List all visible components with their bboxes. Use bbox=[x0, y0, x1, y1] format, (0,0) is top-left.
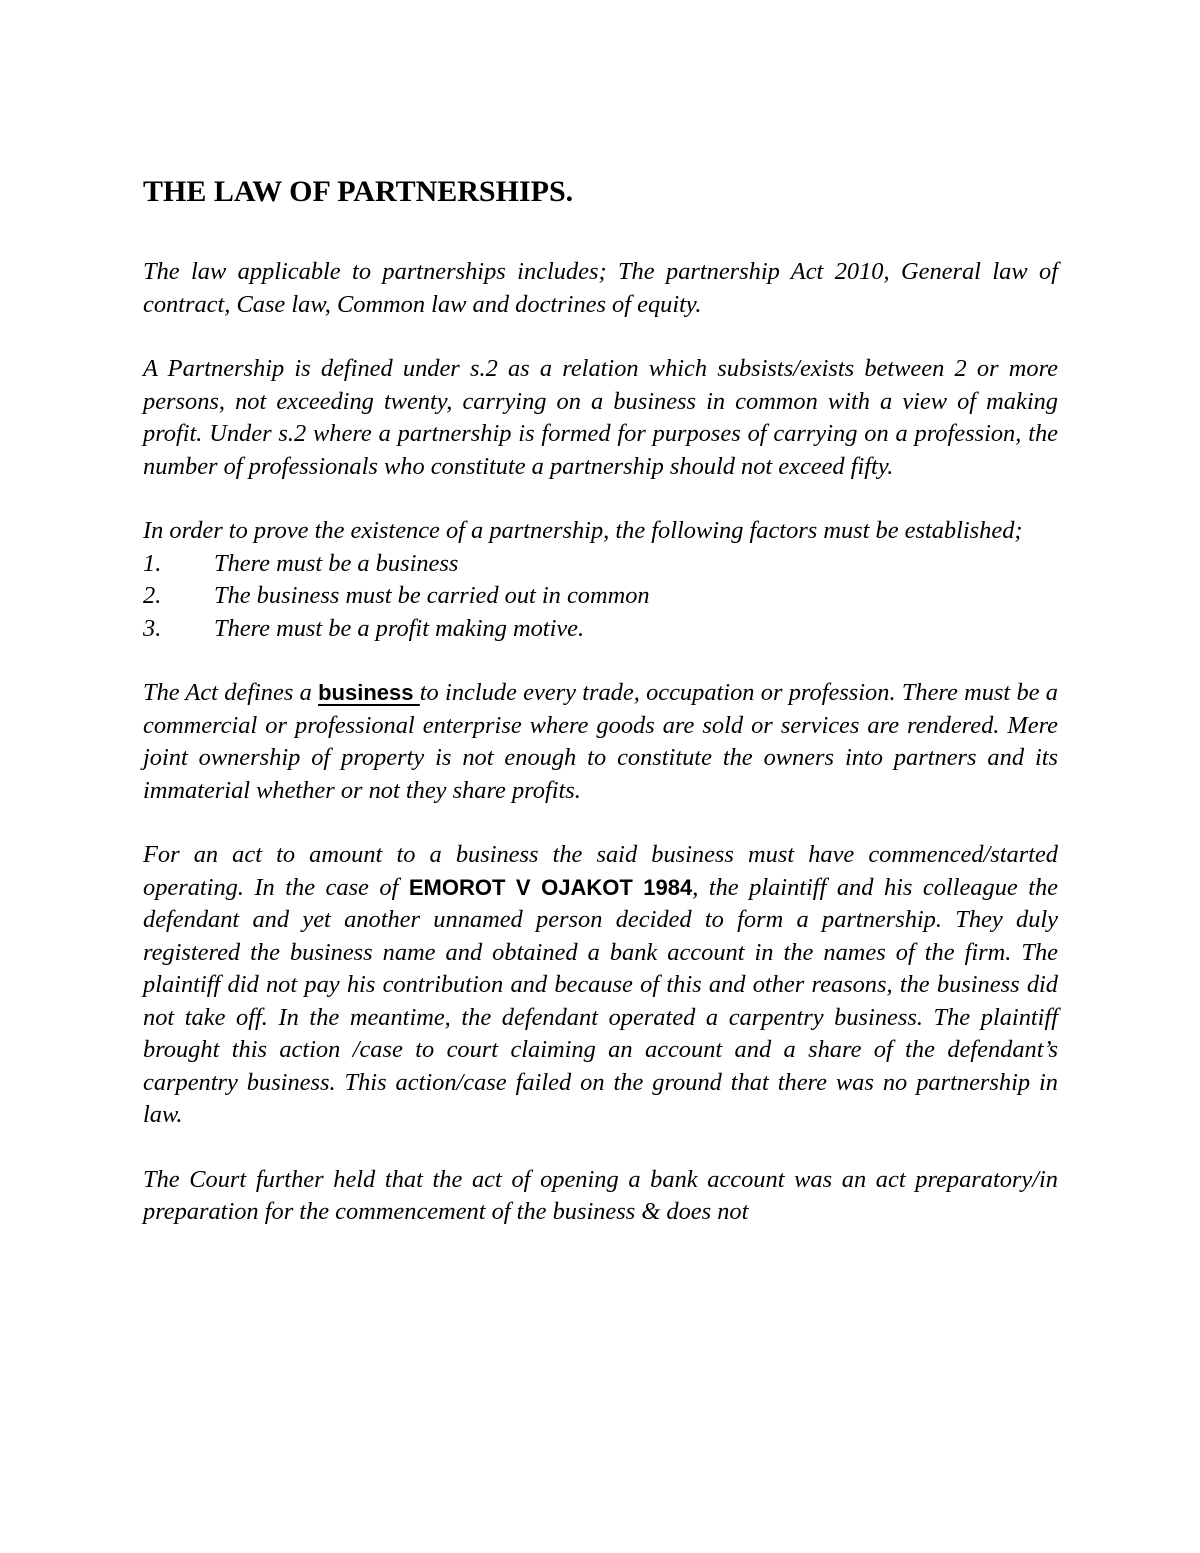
business-para-rest: to include every trade, occupation or profession. There must be a commercial or professional enterprise where goods are sold or services are rendered. Mere joint ownership of property is not enough to constitute the owners into partners and its immaterial whether or not they share profits. bbox=[143, 679, 1058, 804]
case-name: EMOROT V OJAKOT 1984 bbox=[408, 874, 693, 900]
list-item-text: There must be a profit making motive. bbox=[214, 614, 585, 642]
paragraph-case-emorot bbox=[143, 839, 1058, 1132]
list-item-text: The business must be carried out in common bbox=[214, 582, 650, 609]
document-body bbox=[143, 172, 1058, 1261]
list-item-number: 1. bbox=[143, 549, 162, 577]
list-item bbox=[143, 580, 1058, 613]
list-item-text: There must be a business bbox=[214, 549, 459, 577]
paragraph-court-holding: The Court further held that the act of opening a bank account was an act preparatory/in preparation for the commencement of the business & does not bbox=[143, 1165, 1058, 1225]
list-item bbox=[143, 613, 1058, 646]
document-title: THE LAW OF PARTNERSHIPS. bbox=[143, 175, 574, 208]
business-para-lead: The Act defines a bbox=[143, 679, 319, 706]
paragraph-applicable-law: The law applicable to partnerships includes; The partnership Act 2010, General law of contract, Case law, Common law and doctrines of equity. bbox=[143, 258, 1058, 318]
list-item-number: 2. bbox=[143, 582, 162, 609]
factors-list bbox=[143, 548, 1058, 646]
paragraph-definition: A Partnership is defined under s.2 as a relation which subsists/exists between 2 or more persons, not exceeding twenty, carrying on a business in common with a view of making profit. Under s.2 where a partnership is formed for purposes of carrying on a profession, the number of professionals who constitute a partnership should not exceed fifty. bbox=[143, 355, 1058, 480]
paragraph-existence-factors: In order to prove the existence of a partnership, the following factors must be established; bbox=[143, 517, 1023, 544]
paragraph-business-definition bbox=[143, 677, 1058, 807]
case-para-rest: , the plaintiff and his colleague the defendant and yet another unnamed person decided to form a partnership. They duly registered the business name and obtained a bank account in the names of the firm. The plaintiff did not pay his contribution and because of this and other reasons, the business did not take off. In the meantime, the defendant operated a carpentry business. The plaintiff brought this action /case to court claiming an account and a share of the defendant’s carpentry business. This action/case failed on the ground that there was no partnership in law. bbox=[143, 873, 1059, 1128]
case-para-lead: For an act to amount to a business the said business must have commenced/started operating. In the case of bbox=[143, 841, 1058, 901]
list-item bbox=[143, 548, 1058, 581]
business-term: business bbox=[318, 680, 420, 705]
list-item-number: 3. bbox=[143, 614, 162, 642]
